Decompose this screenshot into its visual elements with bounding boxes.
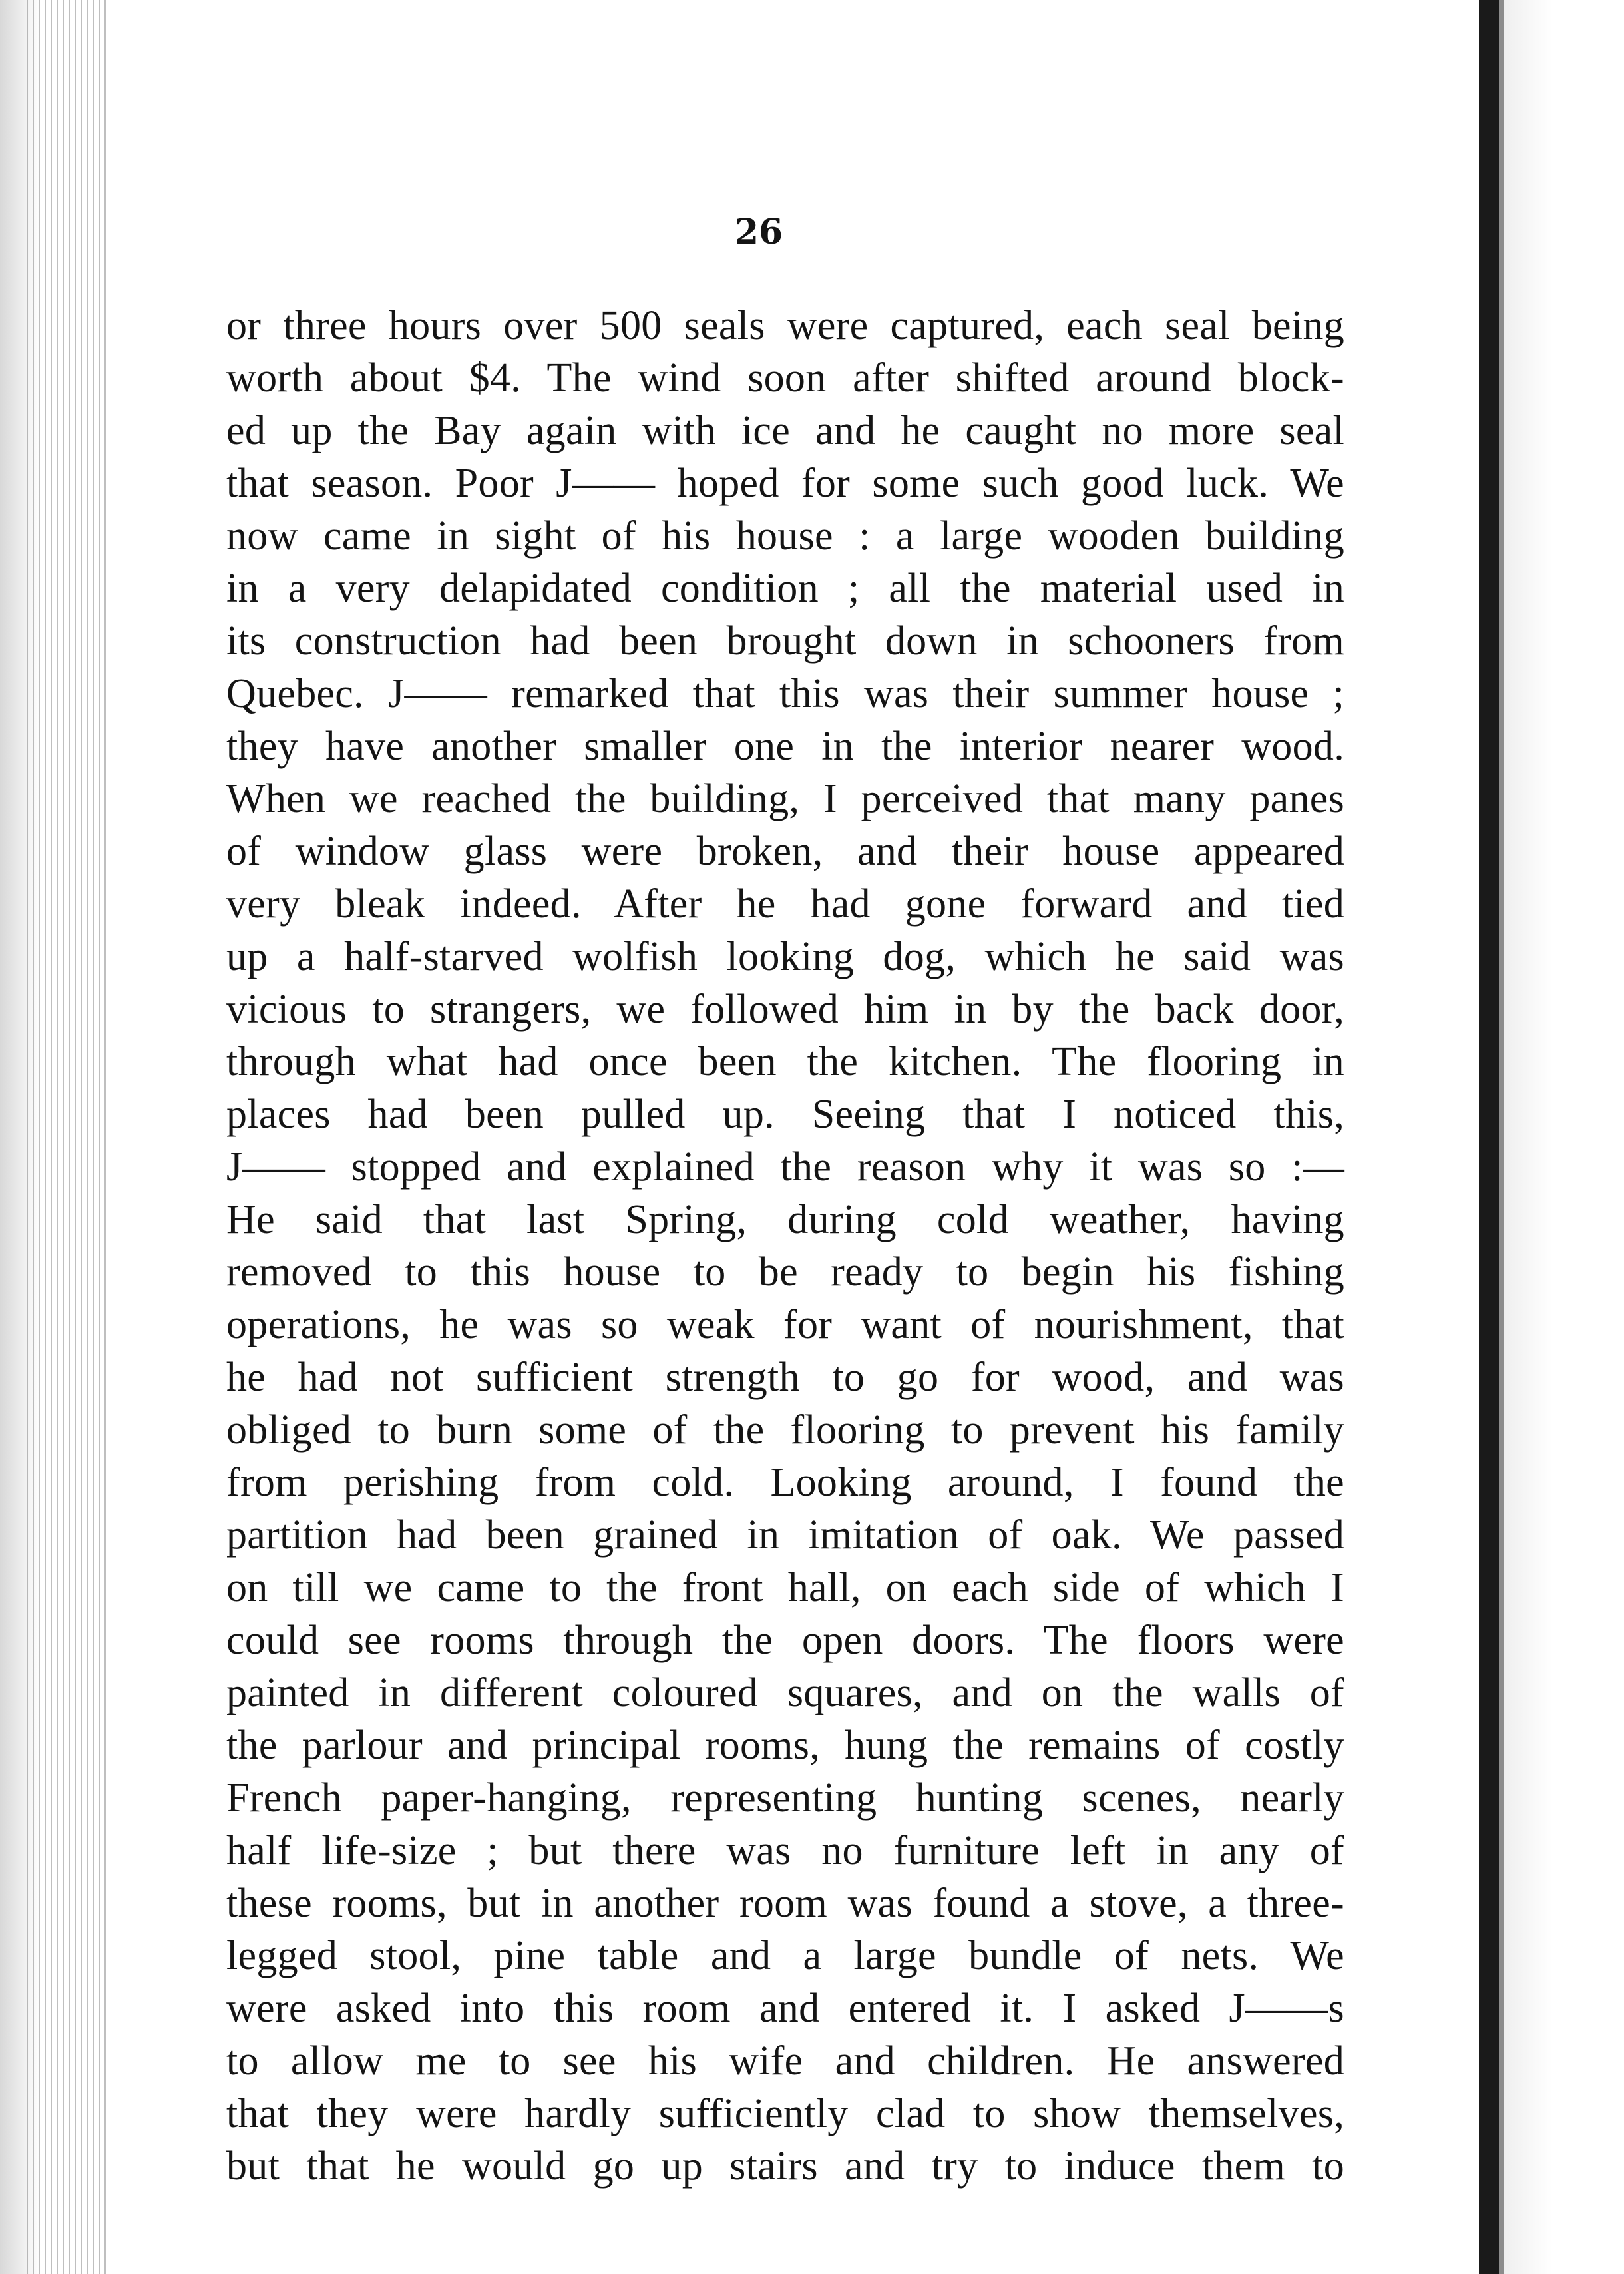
adjacent-page — [1504, 0, 1624, 2274]
text-line: removed to this house to be ready to begin his fishing — [226, 1250, 1344, 1295]
text-line: very bleak indeed. After he had gone forward and tied — [226, 881, 1344, 927]
text-line: to allow me to see his wife and children. He answered — [226, 2038, 1344, 2084]
text-line: but that he would go up stairs and try to induce them to — [226, 2144, 1344, 2189]
book-binding — [1479, 0, 1499, 2274]
text-line: that they were hardly sufficiently clad to show themselves, — [226, 2091, 1344, 2136]
text-line: in a very delapidated condition ; all the material used in — [226, 566, 1344, 611]
text-line: legged stool, pine table and a large bundle of nets. We — [226, 1933, 1344, 1978]
text-line: of window glass were broken, and their house appeared — [226, 829, 1344, 874]
text-line: or three hours over 500 seals were captured, each seal being — [226, 303, 1344, 348]
text-line: could see rooms through the open doors. The floors were — [226, 1618, 1344, 1663]
text-line: partition had been grained in imitation of oak. We passed — [226, 1512, 1344, 1558]
text-line: through what had once been the kitchen. The flooring in — [226, 1039, 1344, 1084]
text-line: he had not sufficient strength to go for wood, and was — [226, 1355, 1344, 1400]
text-line: on till we came to the front hall, on each side of which I — [226, 1565, 1344, 1610]
text-line: vicious to strangers, we followed him in by the back door, — [226, 987, 1344, 1032]
stacked-leaf-edges — [27, 0, 106, 2274]
text-line: ed up the Bay again with ice and he caught no more seal — [226, 408, 1344, 453]
text-line: they have another smaller one in the interior nearer wood. — [226, 724, 1344, 769]
text-line: that season. Poor J—— hoped for some such good luck. We — [226, 461, 1344, 506]
text-line: half life-size ; but there was no furniture left in any of — [226, 1828, 1344, 1873]
text-line: its construction had been brought down in schooners from — [226, 618, 1344, 664]
text-line: were asked into this room and entered it. I asked J——s — [226, 1986, 1344, 2031]
text-line: obliged to burn some of the flooring to prevent his family — [226, 1407, 1344, 1453]
text-line: places had been pulled up. Seeing that I noticed this, — [226, 1092, 1344, 1137]
binding-shadow — [1499, 0, 1504, 2274]
text-line: French paper-hanging, representing hunting scenes, nearly — [226, 1775, 1344, 1821]
text-line: the parlour and principal rooms, hung the remains of costly — [226, 1723, 1344, 1768]
text-line: from perishing from cold. Looking around, I found the — [226, 1460, 1344, 1505]
text-line: operations, he was so weak for want of nourishment, that — [226, 1302, 1344, 1347]
text-line: He said that last Spring, during cold weather, having — [226, 1197, 1344, 1242]
text-line: J—— stopped and explained the reason why it was so :— — [226, 1144, 1344, 1190]
text-line: painted in different coloured squares, and on the walls of — [226, 1670, 1344, 1715]
text-line: worth about $4. The wind soon after shifted around block- — [226, 355, 1344, 401]
body-text — [226, 300, 1344, 2193]
text-line: up a half-starved wolfish looking dog, which he said was — [226, 934, 1344, 979]
text-line: When we reached the building, I perceived that many panes — [226, 776, 1344, 821]
text-line: now came in sight of his house : a large wooden building — [226, 513, 1344, 559]
page-number: 26 — [734, 212, 783, 252]
text-line: these rooms, but in another room was found a stove, a three- — [226, 1881, 1344, 1926]
text-line: Quebec. J—— remarked that this was their summer house ; — [226, 671, 1344, 716]
